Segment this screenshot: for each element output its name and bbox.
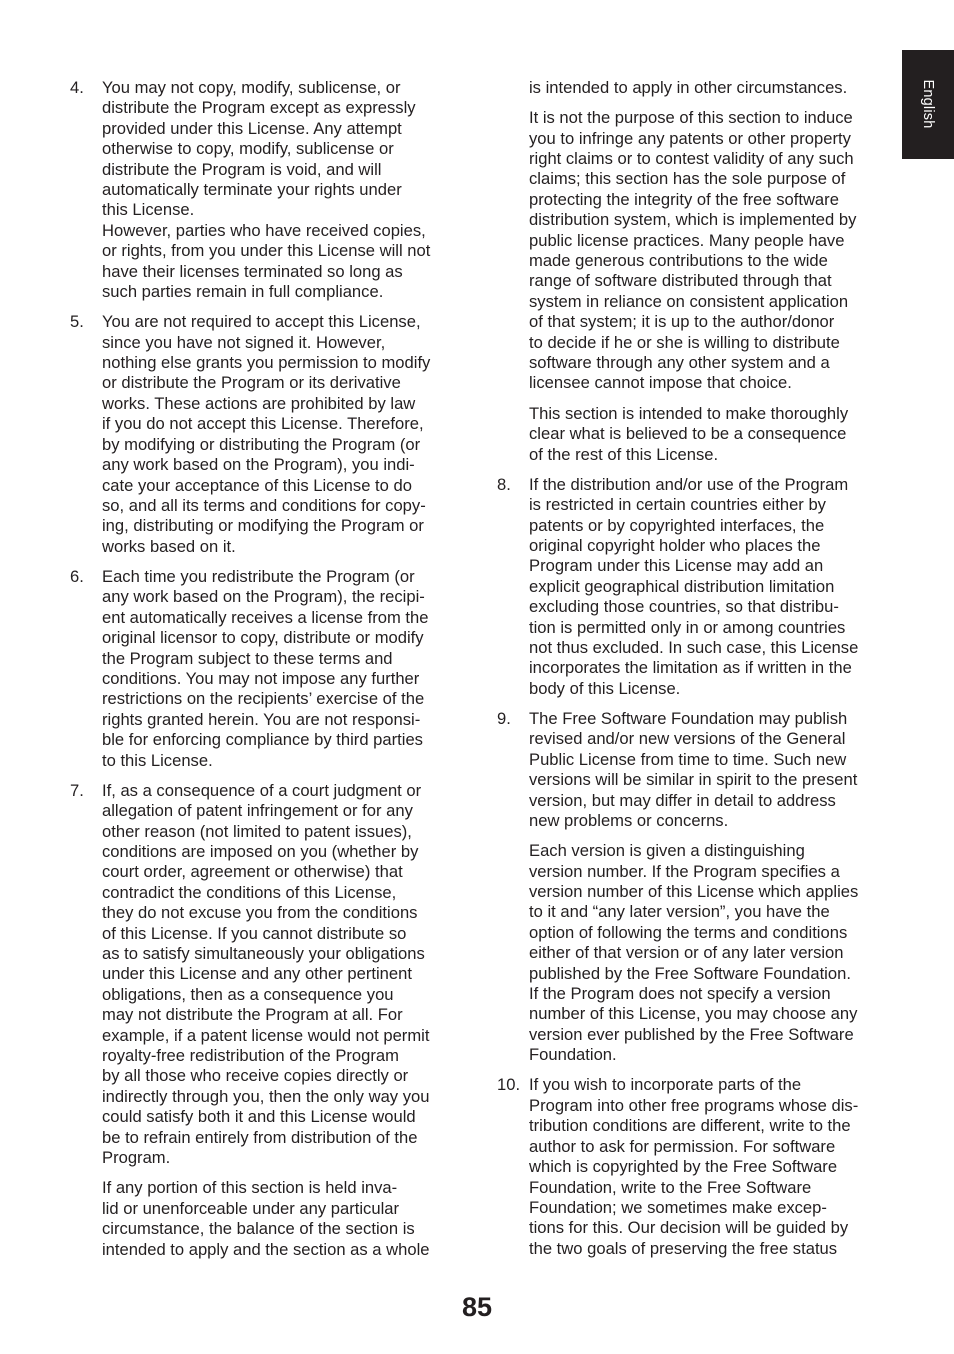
text-line: However, parties who have received copies, (102, 220, 426, 240)
text-line: intended to apply and the section as a whole (102, 1239, 430, 1259)
text-line: version, but may differ in detail to address (529, 790, 836, 810)
text-line: works. These actions are prohibited by law (102, 393, 416, 413)
text-line: such parties remain in full compliance. (102, 282, 384, 302)
clause-number: 7. (70, 780, 84, 800)
text-line: which is copyrighted by the Free Software (529, 1157, 838, 1177)
license-clause (70, 781, 462, 1260)
text-line: is intended to apply in other circumstances. (529, 78, 848, 97)
text-line: patents or by copyrighted interfaces, the (529, 515, 825, 535)
license-clause (70, 312, 462, 557)
text-line: works based on it. (102, 536, 236, 556)
right-column (497, 78, 889, 1269)
text-line: Foundation; we sometimes make excep- (529, 1197, 827, 1217)
text-line: allegation of patent infringement or for any (102, 801, 413, 821)
paragraph (529, 475, 889, 699)
text-line: as to satisfy simultaneously your obligations (102, 944, 425, 964)
text-line: distribute the Program is void, and will (102, 159, 382, 179)
text-line: is restricted in certain countries either by (529, 495, 826, 515)
text-line: If the Program does not specify a version (529, 984, 831, 1004)
text-line: ing, distributing or modifying the Program or (102, 516, 424, 536)
text-line: of that system; it is up to the author/donor (529, 312, 835, 332)
clause-number: 9. (497, 708, 511, 728)
text-line: option of following the terms and conditions (529, 922, 848, 942)
text-line: have their licenses terminated so long as (102, 261, 403, 281)
text-line: protecting the integrity of the free software (529, 189, 839, 209)
text-line: The Free Software Foundation may publish (529, 708, 848, 728)
text-line: ent automatically receives a license from the (102, 607, 429, 627)
text-line: original copyright holder who places the (529, 535, 821, 555)
text-line: tribution conditions are different, write to the (529, 1116, 851, 1136)
text-line: of the rest of this License. (529, 444, 719, 464)
license-clause (497, 1075, 889, 1259)
page-number: 85 (461, 1292, 493, 1322)
text-line: If you wish to incorporate parts of the (529, 1075, 802, 1095)
text-line: original licensor to copy, distribute or modify (102, 628, 424, 648)
text-line: explicit geographical distribution limitation (529, 576, 835, 596)
text-line: could satisfy both it and this License would (102, 1107, 416, 1127)
clause-number: 4. (70, 78, 84, 97)
text-line: revised and/or new versions of the General (529, 729, 846, 749)
text-line: software through any other system and a (529, 353, 830, 373)
text-line: distribute the Program except as expressly (102, 98, 416, 118)
text-line: Public License from time to time. Such new (529, 749, 847, 769)
text-line: nothing else grants you permission to modify (102, 353, 431, 373)
text-line: Each version is given a distinguishing (529, 841, 805, 861)
text-line: so, and all its terms and conditions for copy- (102, 495, 426, 515)
text-line: conditions are imposed on you (whether by (102, 842, 419, 862)
text-line: version number of this License which applies (529, 882, 859, 902)
text-line: to decide if he or she is willing to distribute (529, 332, 840, 352)
text-line: published by the Free Software Foundation. (529, 963, 851, 983)
text-line: circumstance, the balance of the section is (102, 1219, 415, 1239)
text-line: of this License. If you cannot distribute so (102, 923, 407, 943)
text-line: not thus excluded. In such case, this License (529, 637, 859, 657)
clause-number: 6. (70, 566, 84, 586)
text-line: under this License and any other pertinent (102, 964, 412, 984)
language-tab (902, 50, 954, 159)
paragraph (529, 709, 889, 831)
paragraph (529, 1075, 889, 1259)
text-line: version number. If the Program specifies a (529, 861, 840, 881)
text-line: If any portion of this section is held inva- (102, 1178, 398, 1198)
text-line: Program. (102, 1148, 171, 1168)
text-line: public license practices. Many people have (529, 230, 845, 250)
text-line: to this License. (102, 750, 213, 770)
license-clause (497, 475, 889, 699)
paragraph (102, 567, 462, 771)
license-clause (70, 78, 462, 302)
text-line: version ever published by the Free Software (529, 1024, 854, 1044)
text-line: by modifying or distributing the Program (or (102, 434, 421, 454)
text-line: the Program subject to these terms and (102, 648, 393, 668)
text-line: they do not excuse you from the conditions (102, 903, 418, 923)
clause-continuation (497, 78, 889, 98)
text-line: otherwise to copy, modify, sublicense or (102, 139, 394, 159)
text-line: It is not the purpose of this section to induce (529, 108, 853, 128)
text-line: system in reliance on consistent application (529, 291, 849, 311)
text-line: restrictions on the recipients’ exercise of the (102, 689, 425, 709)
paragraph (102, 1178, 462, 1260)
clause-continuation (497, 108, 889, 394)
text-line: Program into other free programs whose dis- (529, 1095, 859, 1115)
text-line: you to infringe any patents or other property (529, 128, 851, 148)
text-line: Each time you redistribute the Program (or (102, 566, 415, 586)
paragraph (102, 312, 462, 557)
text-line: claims; this section has the sole purpose of (529, 169, 846, 189)
text-line: distribution system, which is implemented by (529, 210, 857, 230)
text-line: rights granted herein. You are not responsi- (102, 709, 421, 729)
language-tab-label: English (920, 79, 936, 129)
text-line: clear what is believed to be a consequence (529, 424, 847, 444)
text-line: Program under this License may add an (529, 556, 824, 576)
text-line: example, if a patent license would not permit (102, 1025, 430, 1045)
paragraph (529, 841, 889, 1065)
text-line: indirectly through you, then the only way you (102, 1086, 430, 1106)
text-line: This section is intended to make thoroughly (529, 403, 849, 423)
text-line: You may not copy, modify, sublicense, or (102, 78, 401, 97)
left-column (70, 78, 462, 1270)
text-line: tion is permitted only in or among countries (529, 617, 846, 637)
text-line: by all those who receive copies directly or (102, 1066, 409, 1086)
text-line: right claims or to contest validity of any such (529, 149, 854, 169)
text-line: author to ask for permission. For software (529, 1136, 836, 1156)
text-line: number of this License, you may choose any (529, 1004, 858, 1024)
text-line: any work based on the Program), you indi- (102, 455, 415, 475)
license-clause (70, 567, 462, 771)
text-line: this License. (102, 200, 195, 220)
text-line: licensee cannot impose that choice. (529, 373, 792, 393)
text-line: range of software distributed through that (529, 271, 832, 291)
text-line: other reason (not limited to patent issues), (102, 821, 412, 841)
text-line: You are not required to accept this License, (102, 312, 421, 332)
text-line: or rights, from you under this License will not (102, 241, 431, 261)
text-line: conditions. You may not impose any further (102, 668, 420, 688)
text-line: lid or unenforceable under any particular (102, 1198, 400, 1218)
text-line: ble for enforcing compliance by third parties (102, 730, 423, 750)
text-line: body of this License. (529, 678, 681, 698)
text-line: new problems or concerns. (529, 811, 729, 830)
text-line: be to refrain entirely from distribution of the (102, 1127, 418, 1147)
text-line: the two goals of preserving the free status (529, 1238, 838, 1258)
text-line: obligations, then as a consequence you (102, 984, 394, 1004)
clause-number: 5. (70, 312, 84, 332)
text-line: or distribute the Program or its derivative (102, 373, 401, 393)
license-clause (497, 709, 889, 1066)
text-line: may not distribute the Program at all. For (102, 1005, 403, 1025)
text-line: royalty-free redistribution of the Program (102, 1046, 399, 1066)
text-line: If the distribution and/or use of the Program (529, 474, 849, 494)
text-line: tions for this. Our decision will be guided by (529, 1218, 849, 1238)
text-line: court order, agreement or otherwise) that (102, 862, 403, 882)
text-line: since you have not signed it. However, (102, 332, 386, 352)
text-line: excluding those countries, so that distribu- (529, 597, 839, 617)
clause-continuation (497, 404, 889, 465)
text-line: Foundation, write to the Free Software (529, 1177, 812, 1197)
text-line: any work based on the Program), the recipi- (102, 587, 425, 607)
text-line: if you do not accept this License. Therefore, (102, 414, 424, 434)
text-line: versions will be similar in spirit to the present (529, 770, 858, 790)
text-line: made generous contributions to the wide (529, 251, 828, 271)
text-line: to it and “any later version”, you have the (529, 902, 830, 922)
paragraph (102, 781, 462, 1169)
text-line: provided under this License. Any attempt (102, 118, 402, 138)
text-line: either of that version or of any later version (529, 943, 844, 963)
text-line: contradict the conditions of this License, (102, 882, 397, 902)
clause-number: 8. (497, 474, 511, 494)
text-line: If, as a consequence of a court judgment or (102, 780, 422, 800)
paragraph (102, 78, 462, 302)
text-line: cate your acceptance of this License to do (102, 475, 412, 495)
clause-number: 10. (497, 1075, 521, 1095)
text-line: automatically terminate your rights under (102, 180, 402, 200)
text-line: incorporates the limitation as if written in the (529, 658, 852, 678)
text-line: Foundation. (529, 1045, 617, 1065)
